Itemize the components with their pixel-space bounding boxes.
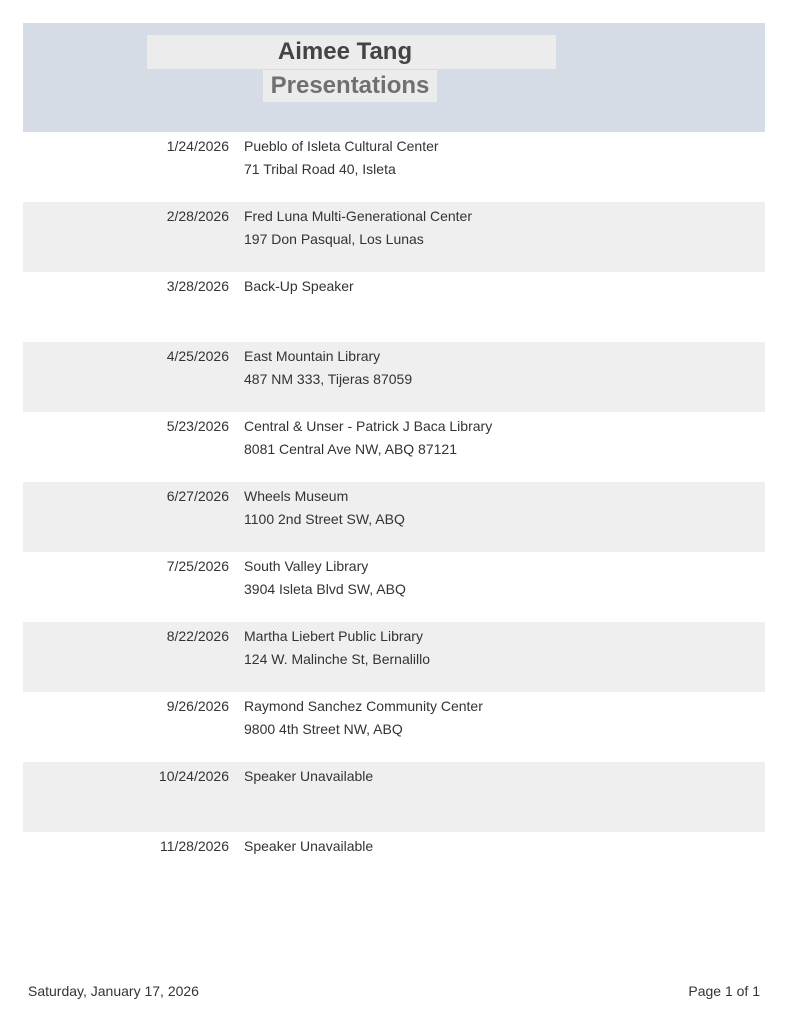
presentation-date: 9/26/2026 bbox=[166, 698, 229, 714]
presentation-address: 8081 Central Ave NW, ABQ 87121 bbox=[244, 441, 457, 457]
presentation-date: 5/23/2026 bbox=[166, 418, 229, 434]
presentation-date: 4/25/2026 bbox=[166, 348, 229, 364]
presentation-address: 197 Don Pasqual, Los Lunas bbox=[244, 231, 424, 247]
presentation-row bbox=[23, 202, 765, 272]
presentation-address: 487 NM 333, Tijeras 87059 bbox=[244, 371, 413, 387]
presentation-date: 3/28/2026 bbox=[166, 278, 229, 294]
presentation-row bbox=[23, 692, 765, 762]
presentation-row bbox=[23, 132, 765, 202]
presentation-row bbox=[23, 412, 765, 482]
footer-page-number: Page 1 of 1 bbox=[688, 983, 760, 999]
presentation-venue: Central & Unser - Patrick J Baca Library bbox=[244, 418, 493, 434]
presentation-venue: Martha Liebert Public Library bbox=[244, 628, 423, 644]
presentation-venue: Wheels Museum bbox=[244, 488, 349, 504]
presentation-address: 1100 2nd Street SW, ABQ bbox=[244, 511, 405, 527]
speaker-name: Aimee Tang bbox=[277, 38, 413, 65]
presentation-venue: Speaker Unavailable bbox=[244, 768, 374, 784]
presentation-address: 124 W. Malinche St, Bernalillo bbox=[244, 651, 430, 667]
presentation-row bbox=[23, 272, 765, 342]
presentation-date: 6/27/2026 bbox=[166, 488, 229, 504]
presentation-row bbox=[23, 482, 765, 552]
presentation-venue: East Mountain Library bbox=[244, 348, 381, 364]
presentation-venue: Raymond Sanchez Community Center bbox=[244, 698, 483, 714]
presentation-address: 71 Tribal Road 40, Isleta bbox=[244, 161, 396, 177]
presentation-date: 11/28/2026 bbox=[159, 838, 229, 854]
presentation-venue: Fred Luna Multi-Generational Center bbox=[244, 208, 473, 224]
presentation-address: 9800 4th Street NW, ABQ bbox=[244, 721, 403, 737]
presentation-venue: South Valley Library bbox=[244, 558, 369, 574]
presentation-row bbox=[23, 552, 765, 622]
presentation-date: 8/22/2026 bbox=[166, 628, 229, 644]
presentation-row bbox=[23, 762, 765, 832]
footer-printed-date: Saturday, January 17, 2026 bbox=[28, 983, 199, 999]
presentation-date: 10/24/2026 bbox=[158, 768, 229, 784]
presentation-date: 7/25/2026 bbox=[166, 558, 229, 574]
presentation-list bbox=[23, 132, 765, 902]
presentation-date: 1/24/2026 bbox=[166, 138, 229, 154]
report-subtitle: Presentations bbox=[270, 72, 430, 99]
presentation-date: 2/28/2026 bbox=[166, 208, 229, 224]
presentation-venue: Back-Up Speaker bbox=[244, 278, 354, 294]
presentation-venue: Pueblo of Isleta Cultural Center bbox=[244, 138, 439, 154]
presentation-address: 3904 Isleta Blvd SW, ABQ bbox=[244, 581, 406, 597]
presentation-row bbox=[23, 832, 765, 902]
presentation-row bbox=[23, 622, 765, 692]
presentation-venue: Speaker Unavailable bbox=[244, 838, 374, 854]
presentation-row bbox=[23, 342, 765, 412]
